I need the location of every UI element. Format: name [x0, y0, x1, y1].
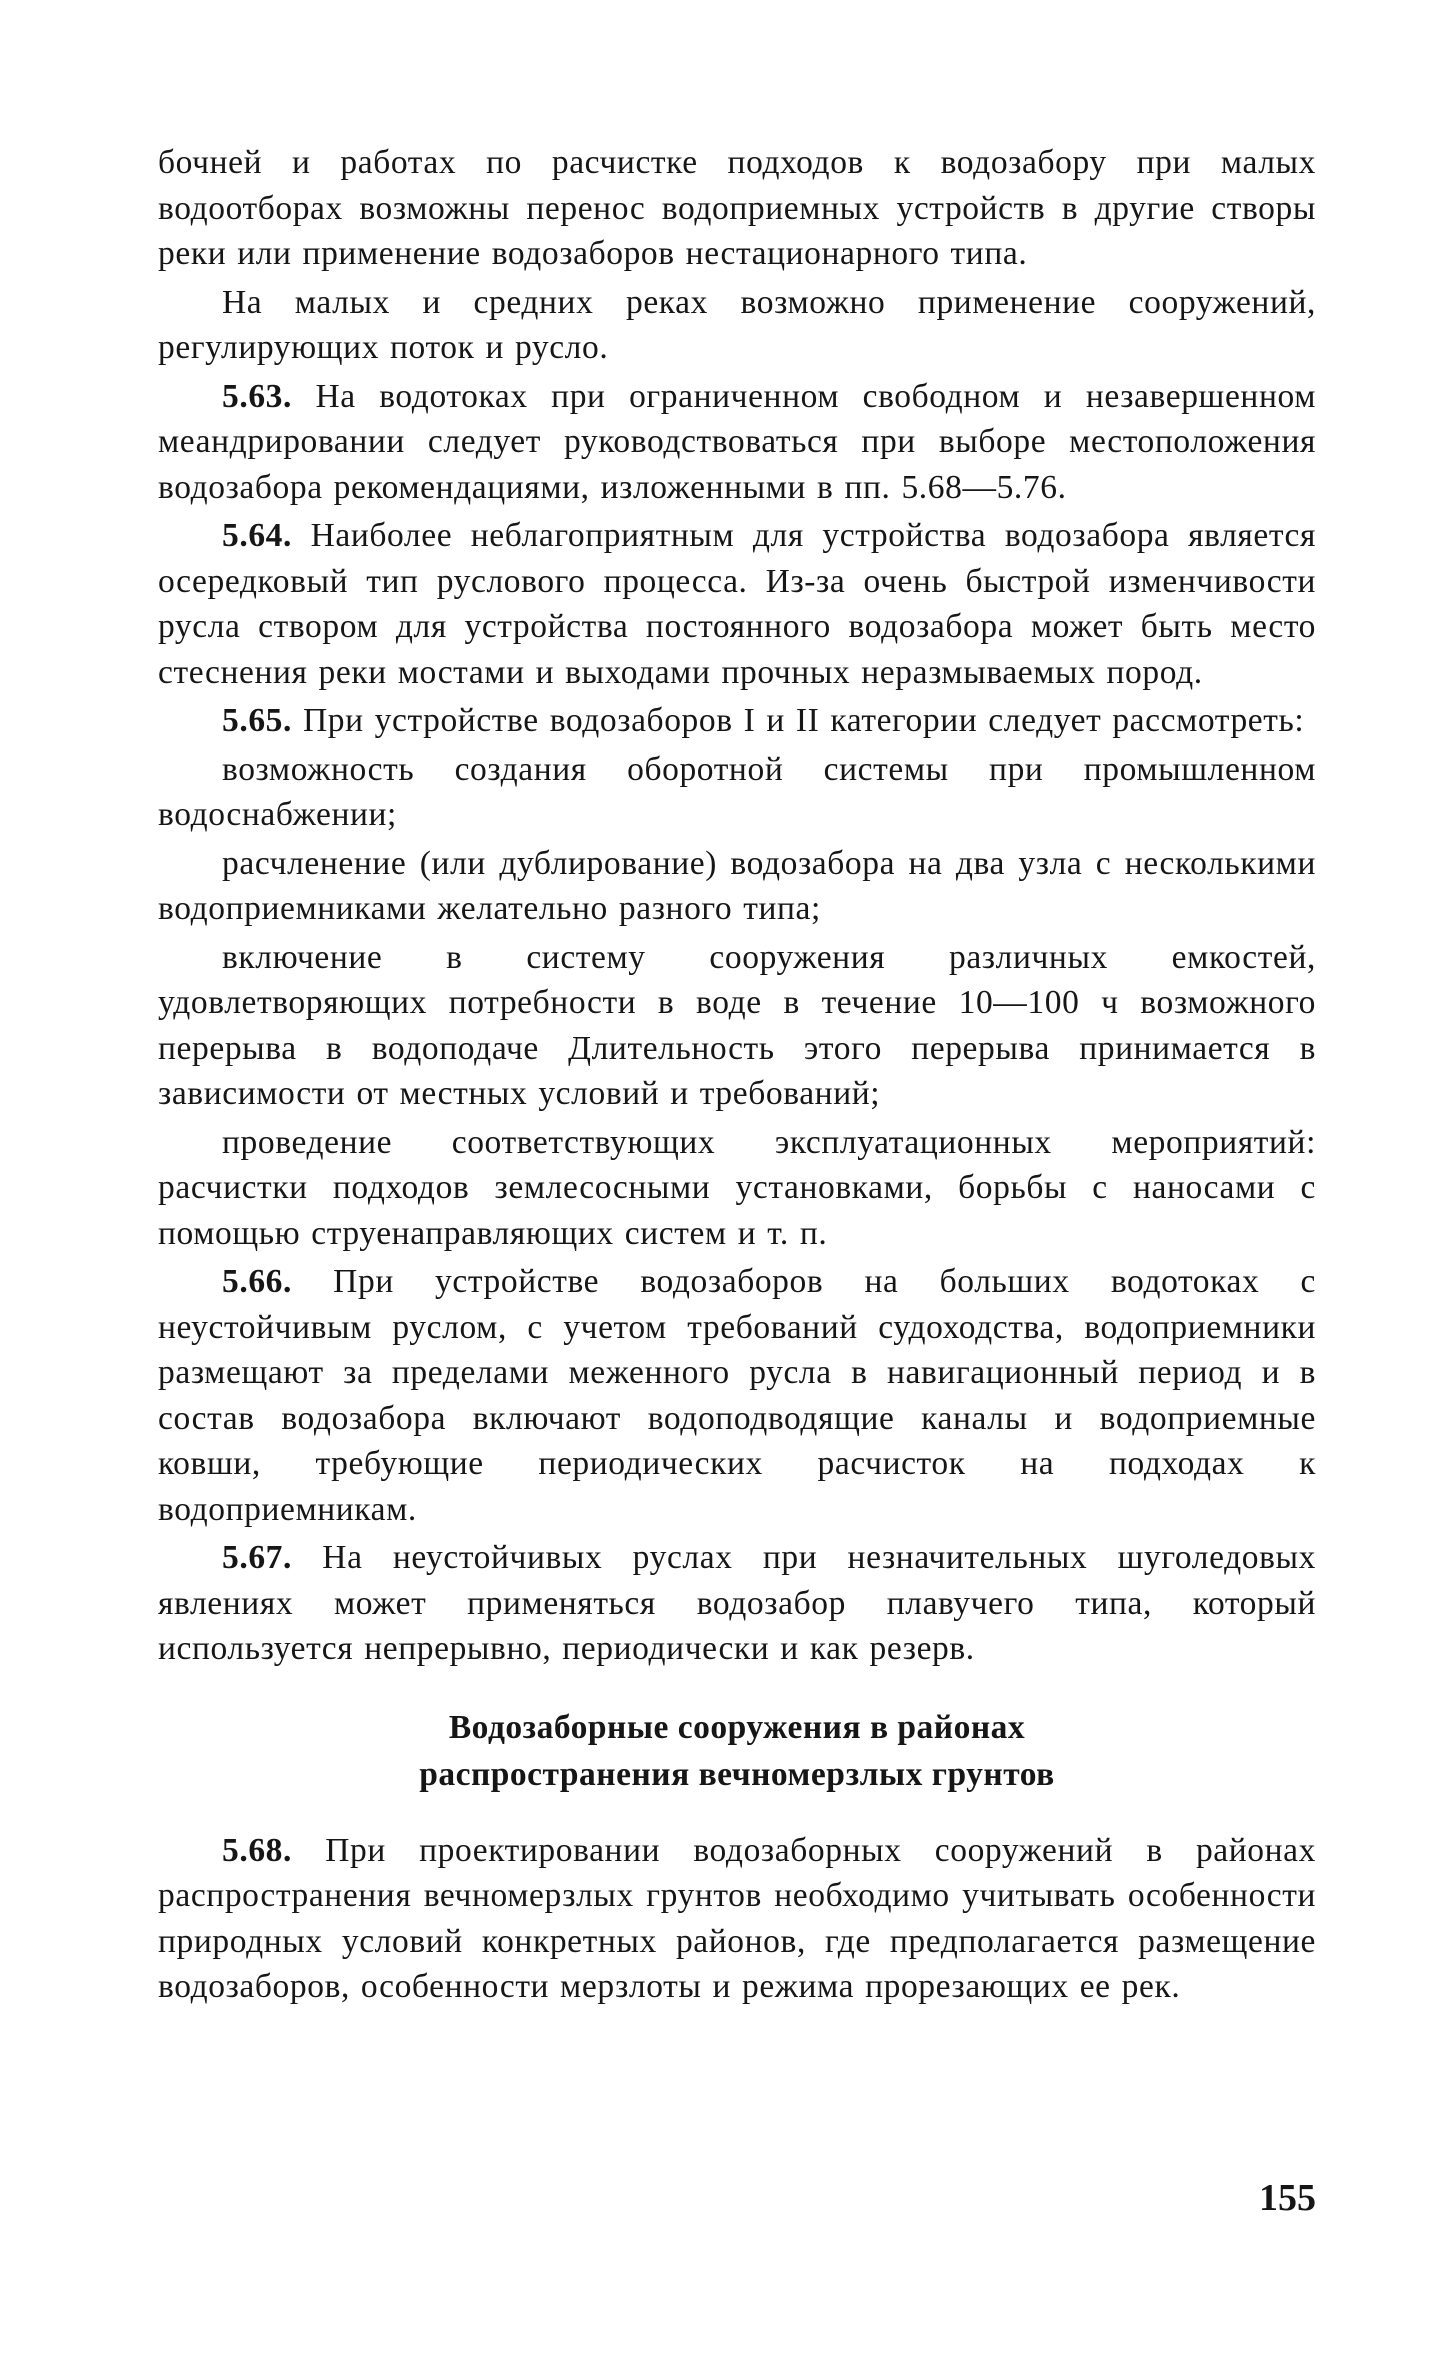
paragraph-small-rivers: На малых и средних реках возможно применение сооружений, регулирующих поток и русло. — [158, 283, 1316, 366]
section-heading-line1: Водозаборные сооружения в районах — [448, 1708, 1026, 1746]
page-number: 155 — [1259, 2177, 1316, 2219]
clause-5-66: 5.66. При устройстве водозаборов на больших водотоках с неустойчивым руслом, с учетом требований судоходства, водоприемники размещают за пределами меженного русла в навигационный период и в состав водозабора включают водоподводящие каналы и водоприемные ковши, требующие периодических расчисток на подходах к водоприемникам. — [158, 1263, 1316, 1528]
section-heading — [158, 1704, 1316, 1798]
clause-number: 5.64. — [222, 517, 292, 554]
clause-5-63: 5.63. На водотоках при ограниченном свободном и незавершенном меандрировании следует руководствоваться при выборе местоположения водозабора рекомендациями, изложенными в пп. 5.68—5.76. — [158, 377, 1316, 506]
list-item-circulating-system: возможность создания оборотной системы при промышленном водоснабжении; — [158, 750, 1316, 833]
clause-number: 5.67. — [222, 1539, 292, 1576]
clause-5-67: 5.67. На неустойчивых руслах при незначительных шуголедовых явлениях может применяться водозабор плавучего типа, который используется непрерывно, периодически и как резерв. — [158, 1539, 1316, 1667]
list-item-division: расчленение (или дублирование) водозабора на два узла с несколькими водоприемниками желательно разного типа; — [158, 844, 1316, 927]
document-page — [158, 140, 1316, 2013]
list-item-operations: проведение соответствующих эксплуатационных мероприятий: расчистки подходов землесосными установками, борьбы с наносами с помощью струенаправляющих систем и т. п. — [158, 1123, 1316, 1252]
section-heading-line2: распространения вечномерзлых грунтов — [419, 1755, 1055, 1793]
clause-number: 5.68. — [222, 1831, 292, 1869]
paragraph-continuation: бочней и работах по расчистке подходов к водозабору при малых водоотборах возможны перенос водоприемных устройств в другие створы реки или применение водозаборов нестационарного типа. — [158, 144, 1316, 272]
clause-5-64: 5.64. Наиболее неблагоприятным для устройства водозабора является осередковый тип руслового процесса. Из-за очень быстрой изменчивости русла створом для устройства постоянного водозабора может быть место стеснения реки мостами и выходами прочных неразмываемых пород. — [158, 517, 1316, 691]
clause-number: 5.65. — [222, 702, 292, 739]
clause-number: 5.66. — [222, 1263, 292, 1300]
clause-5-68: 5.68. При проектировании водозаборных сооружений в районах распространения вечномерзлых грунтов необходимо учитывать особенности природных условий конкретных районов, где предполагается размещение водозаборов, особенности мерзлоты и режима прорезающих ее рек. — [158, 1831, 1316, 2005]
clause-number: 5.63. — [222, 377, 292, 415]
clause-5-65: 5.65. При устройстве водозаборов I и II категории следует рассмотреть: — [222, 702, 1305, 739]
list-item-tanks: включение в систему сооружения различных емкостей, удовлетворяющих потребности в воде в течение 10—100 ч возможного перерыва в водоподаче Длительность этого перерыва принимается в зависимости от местных условий и требований; — [158, 938, 1316, 1112]
